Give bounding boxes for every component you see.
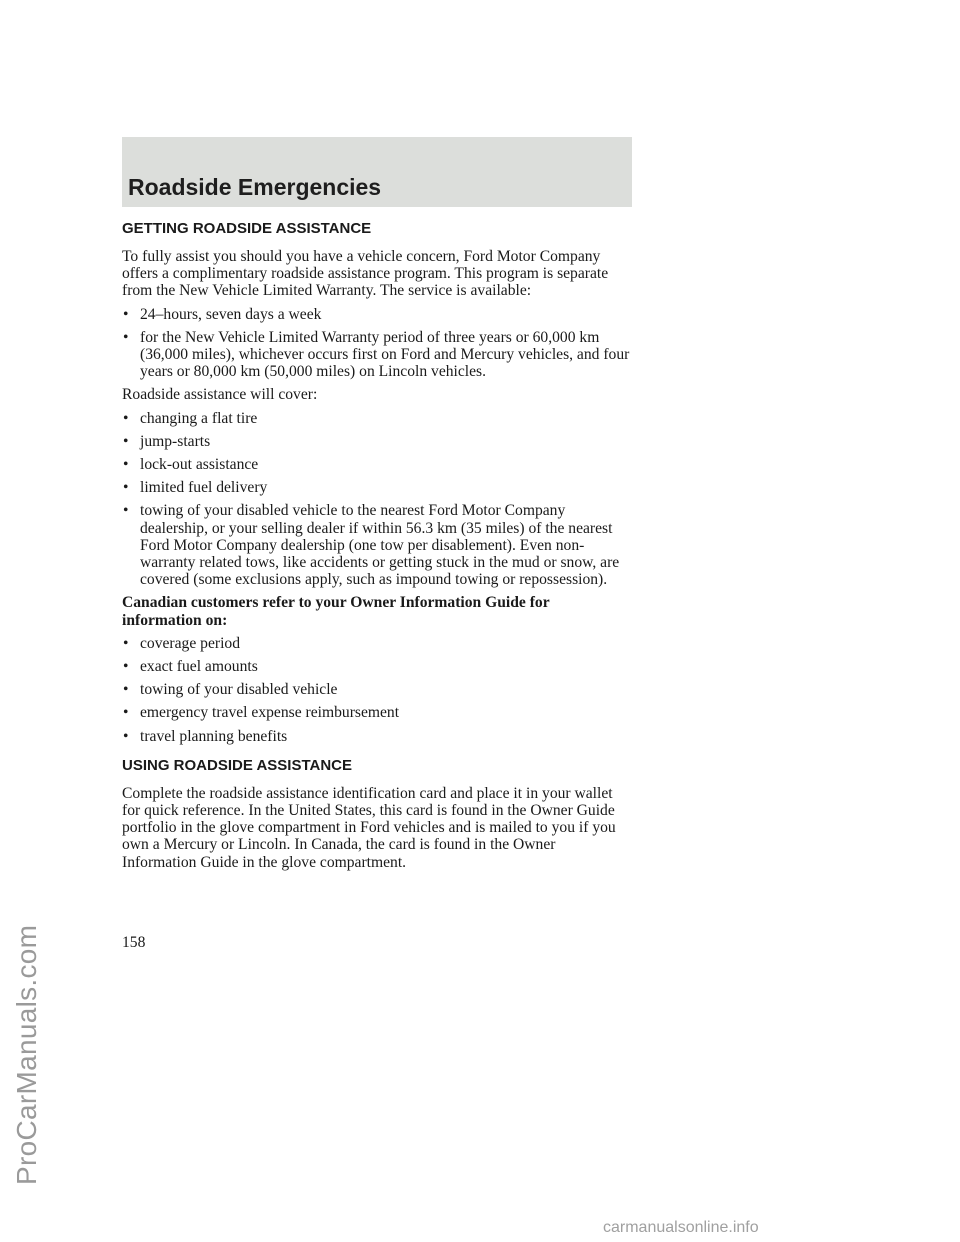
list-item: [122, 306, 632, 323]
list-item-text: limited fuel delivery: [140, 479, 268, 497]
list-item-text: towing of your disabled vehicle to the nearest Ford Motor Company dealership, or your selling dealer if within 56.3 km (35 miles) of the nearest Ford Motor Company dealership (one tow per disablement). Even non-warranty related tows, like accidents or getting stuck in the mud or snow, are covered (some exclusions apply, such as impound towing or repossession).: [140, 502, 620, 589]
coverage-list: [122, 410, 632, 589]
using-assistance-heading: USING ROADSIDE ASSISTANCE: [122, 756, 353, 774]
list-item-text: changing a flat tire: [140, 409, 258, 427]
bullet-icon: •: [123, 727, 129, 745]
list-item-text: 24–hours, seven days a week: [140, 305, 322, 323]
list-item: [122, 635, 632, 652]
watermark-footer: carmanualsonline.info: [603, 1219, 759, 1236]
watermark-vertical: ProCarManuals.com: [11, 924, 42, 1185]
bullet-icon: •: [123, 658, 129, 676]
list-item-text: for the New Vehicle Limited Warranty period of three years or 60,000 km (36,000 miles), whichever occurs first on Ford and Mercury vehicles, and four years or 80,000 km (50,000 miles) on Lincoln vehicles.: [140, 328, 630, 381]
availability-list: [122, 306, 632, 381]
bullet-icon: •: [123, 305, 129, 323]
list-item: [122, 728, 632, 745]
list-item-text: towing of your disabled vehicle: [140, 681, 338, 699]
list-item: [122, 681, 632, 698]
list-item: [122, 658, 632, 675]
list-item-text: emergency travel expense reimbursement: [140, 704, 400, 722]
list-item: [122, 704, 632, 721]
list-item: [122, 479, 632, 496]
coverage-intro: Roadside assistance will cover:: [122, 386, 318, 404]
list-item: [122, 502, 632, 588]
page-content: [122, 220, 632, 877]
list-item: [122, 410, 632, 427]
canadian-note: Canadian customers refer to your Owner Information Guide for information on:: [122, 594, 550, 629]
list-item-text: exact fuel amounts: [140, 658, 258, 676]
list-item: [122, 433, 632, 450]
list-item-text: jump-starts: [140, 432, 211, 450]
section-title: Roadside Emergencies: [128, 174, 382, 200]
bullet-icon: •: [123, 328, 129, 346]
list-item-text: coverage period: [140, 634, 241, 652]
bullet-icon: •: [123, 479, 129, 497]
bullet-icon: •: [123, 456, 129, 474]
list-item: [122, 329, 632, 381]
list-item-text: travel planning benefits: [140, 727, 288, 745]
bullet-icon: •: [123, 502, 129, 520]
bullet-icon: •: [123, 681, 129, 699]
bullet-icon: •: [123, 432, 129, 450]
canadian-list: [122, 635, 632, 745]
page-number: 158: [122, 934, 146, 951]
getting-assistance-heading: GETTING ROADSIDE ASSISTANCE: [122, 220, 372, 237]
list-item: [122, 456, 632, 473]
intro-paragraph: To fully assist you should you have a vehicle concern, Ford Motor Company offers a complimentary roadside assistance program. This program is separate from the New Vehicle Limited Warranty. The service is available:: [122, 248, 609, 300]
bullet-icon: •: [123, 409, 129, 427]
bullet-icon: •: [123, 634, 129, 652]
using-assistance-paragraph: Complete the roadside assistance identification card and place it in your wallet for quick reference. In the United States, this card is found in the Owner Guide portfolio in the glove compartment in Ford vehicles and is mailed to you if you own a Mercury or Lincoln. In Canada, the card is found in the Owner Information Guide in the glove compartment.: [122, 784, 616, 871]
bullet-icon: •: [123, 704, 129, 722]
list-item-text: lock-out assistance: [140, 456, 259, 474]
